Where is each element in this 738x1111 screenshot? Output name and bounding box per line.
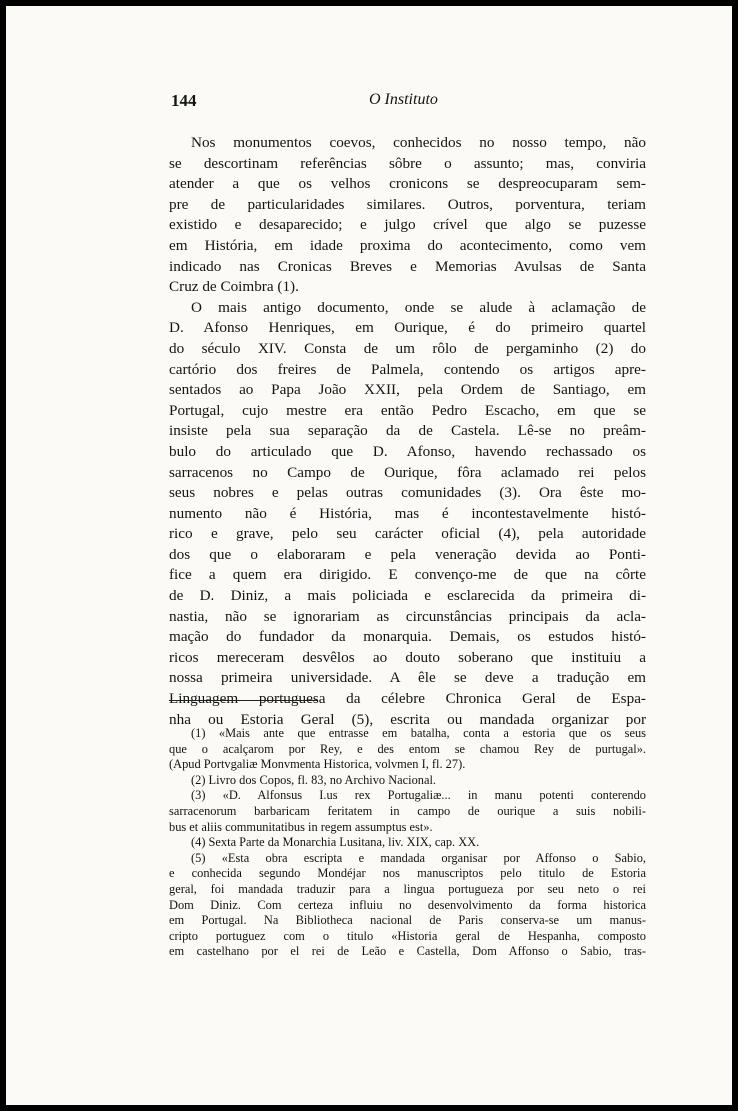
text-line: nastia, não se ignorariam as circunstâncias principais da acla- xyxy=(169,607,646,625)
running-title: O Instituto xyxy=(369,91,438,108)
text-line: indicado nas Cronicas Breves e Memorias Avulsas de Santa xyxy=(169,257,646,275)
footnote-line: (4) Sexta Parte da Monarchia Lusitana, liv. XIX, cap. XX. xyxy=(191,835,480,850)
footnote-line: (3) «D. Alfonsus I.us rex Portugaliæ... in manu potenti conterendo xyxy=(191,788,646,803)
text-line: Nos monumentos coevos, conhecidos no nosso tempo, não xyxy=(191,134,646,151)
footnote-line: (Apud Portvgaliæ Monvmenta Historica, volvmen I, fl. 27). xyxy=(169,757,466,772)
text-line: insiste pela sua separação da de Castela. Lê-se no preâm- xyxy=(169,422,646,440)
footnote-line: e conhecida segundo Mondéjar nos manuscriptos pelo titulo de Estoria xyxy=(169,866,646,881)
footnote-divider xyxy=(169,700,317,701)
footnote-line: sarracenorum barbaricam feritatem in campo de ourique a suis nobili- xyxy=(169,803,646,818)
footnote-line: (2) Livro dos Copos, fl. 83, no Archivo Nacional. xyxy=(191,772,437,787)
text-line: atender a que os velhos cronicons se despreocuparam sem- xyxy=(169,175,646,193)
footnote-line: cripto portuguez com o titulo «Historia geral de Hespanha, composto xyxy=(169,928,646,943)
text-line: D. Afonso Henriques, em Ourique, é do primeiro quartel xyxy=(169,319,646,337)
text-line: fice a quem era dirigido. E convenço-me de que na côrte xyxy=(169,566,646,584)
text-line: do século XIV. Consta de um rôlo de pergaminho (2) do xyxy=(169,339,646,357)
text-line: numento não é História, mas é incontestavelmente histó- xyxy=(169,504,646,522)
footnote-line: em castelhano por el rei de Leão e Castella, Dom Affonso o Sabio, tras- xyxy=(169,944,646,959)
text-line: bulo do articulado que D. Afonso, havendo rechassado os xyxy=(169,442,646,460)
footnote-line: que o acalçarom por Rey, e des entom se chamou Rey de purtugal». xyxy=(169,741,646,756)
main-text xyxy=(169,133,646,730)
footnote-line: bus et aliis communitatibus in regem assumptus est». xyxy=(169,819,433,834)
text-line: em História, em idade proxima do acontecimento, como vem xyxy=(169,236,646,254)
text-line: de D. Diniz, a mais policiada e esclarecida da primeira di- xyxy=(169,587,646,605)
footnote-line: Dom Diniz. Com certeza influiu no desenvolvimento da forma historica xyxy=(169,897,646,912)
text-line: rico e grave, pelo seu carácter oficial (4), pela autoridade xyxy=(169,525,646,543)
text-line: sarracenos no Campo de Ourique, fôra aclamado rei pelos xyxy=(169,463,646,481)
text-line: mação do fundador da monarquia. Demais, os estudos histó- xyxy=(169,628,646,646)
text-line: sentados ao Papa João XXII, pela Ordem de Santiago, em xyxy=(169,381,646,399)
text-line: se descortinam referências sôbre o assunto; mas, conviria xyxy=(169,154,646,172)
footnote-line: geral, foi mandada traduzir para a lingua portugueza por seu neto o rei xyxy=(169,881,646,896)
footnotes xyxy=(169,726,646,960)
text-line: existido e desaparecido; e julgo crível que algo se puzesse xyxy=(169,216,646,234)
footnote-line: em Portugal. Na Bibliotheca nacional de Paris conserva-se um manus- xyxy=(169,913,646,928)
text-line: Linguagem portuguesa da célebre Chronica Geral de Espa- xyxy=(169,690,646,708)
footnote-line: (1) «Mais ante que entrasse em batalha, conta a estoria que os seus xyxy=(191,726,646,740)
page-number: 144 xyxy=(171,91,197,110)
text-line: Cruz de Coimbra (1). xyxy=(169,278,299,296)
footnote-line: (5) «Esta obra escripta e mandada organisar por Affonso o Sabio, xyxy=(191,850,646,865)
text-line: Portugal, cujo mestre era então Pedro Escacho, em que se xyxy=(169,401,646,419)
text-line: dos que o elaboraram e pela veneração devida ao Ponti- xyxy=(169,545,646,563)
text-line: nha ou Estoria Geral (5), escrita ou mandada organizar por xyxy=(169,710,646,728)
text-line: cartório dos freires de Palmela, contendo os artigos apre- xyxy=(169,360,646,378)
text-line: seus nobres e pelas outras comunidades (3). Ora êste mo- xyxy=(169,484,646,502)
page-header xyxy=(169,91,646,113)
text-line: pre de particularidades similares. Outros, porventura, teriam xyxy=(169,195,646,213)
text-line: O mais antigo documento, onde se alude à aclamação de xyxy=(191,298,646,316)
text-line: nossa primeira universidade. A êle se deve a tradução em xyxy=(169,669,646,687)
text-line: ricos mereceram desvêlos ao douto soberano que instituiu a xyxy=(169,648,646,666)
book-page xyxy=(6,6,732,1105)
